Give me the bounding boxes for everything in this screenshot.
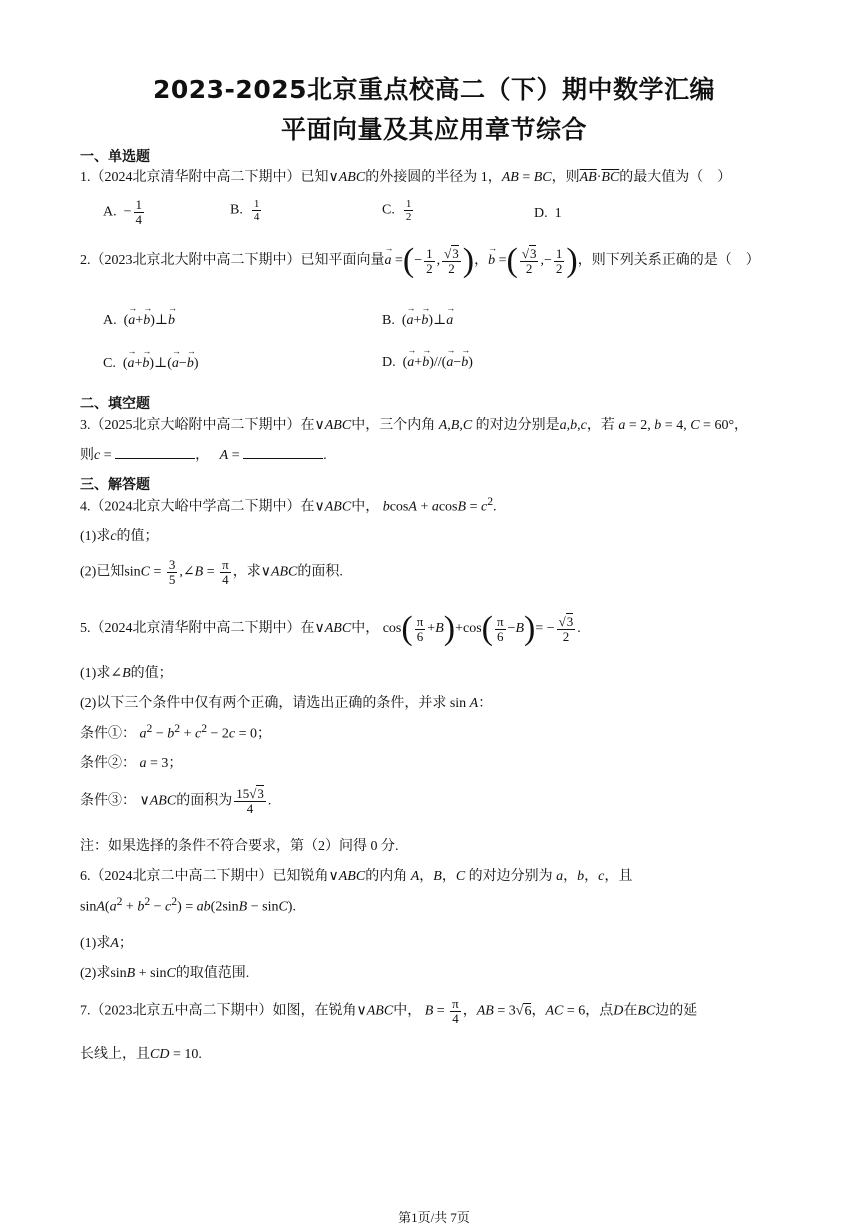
question-4-part-2: (2)已知sinC = $\frac{3}{5}$ ,∠B = $\frac{\pi}{4}$ ，求∨ABC的面积. (80, 557, 343, 587)
section-heading-solution: 三、解答题 (80, 477, 150, 493)
question-5-part-1: (1)求∠B的值； (80, 666, 173, 681)
question-2-option-d: D. (→ a+→ b)//(→ a−→ b) (382, 355, 473, 371)
question-2-stem: 2.（2023北京北大附中高二下期中）已知平面向量→ a =(− $\frac{1}{2}$ , $\frac{√3}{2}$ )，→ b =( $\frac{√3}{2}$ ,− $\frac{1}{2}$ )，则下列关系正确的是（ ） (80, 244, 760, 278)
question-2-option-c: C. (→ a+→ b)⊥(→ a−→ b) (103, 355, 199, 372)
section-heading-fill-in: 二、填空题 (80, 396, 150, 412)
question-1-option-b: B. $\frac{1}{4}$ (230, 198, 260, 223)
document-title-line1: 2023-2025北京重点校高二（下）期中数学汇编 (152, 75, 716, 104)
question-6-part-1: (1)求A； (80, 936, 133, 951)
question-5-condition-2: 条件②： a = 3； (80, 756, 183, 771)
page-number: 第1页/共 7页 (398, 1210, 470, 1225)
question-2-option-a: A. (→ a+→ b)⊥→ b (103, 312, 175, 329)
question-1-option-a: A. − $\frac{1}{4}$ (103, 197, 143, 227)
section-heading-single-choice: 一、单选题 (80, 149, 150, 165)
question-6-equation: $\sin A(a^2 + b^2 - c^2) = ab(2\sin B - \sin C)$. (80, 895, 296, 915)
question-5-condition-3: 条件③： ∨ABC的面积为 $\frac{15√3}{4}$ . (80, 786, 272, 816)
question-6-part-2: (2)求sinB + sinC的取值范围. (80, 966, 250, 981)
answer-blank-c[interactable] (115, 446, 195, 459)
question-1-stem: 1.（2024北京清华附中高二下期中）已知∨ABC的外接圆的半径为 1，AB = BC，则$\overline{AB}\cdot\overline{BC}$的最大值为（ ） (80, 170, 732, 185)
question-6-stem: 6.（2024北京二中高二下期中）已知锐角∨ABC的内角 A，B，C 的对边分别为 a，b，c，且 (80, 869, 633, 884)
question-7-line2: 长线上，且CD = 10. (80, 1047, 202, 1062)
question-4-stem: 4.（2024北京大峪中学高二下期中）在∨ABC中， $bcosA + acosB = c^2$. (80, 495, 497, 515)
question-5-stem: 5.（2024北京清华附中高二下期中）在∨ABC中， cos( $\frac{\pi}{6}$ +B)+cos( $\frac{\pi}{6}$ −B)= − $\frac{√3}{2}$ . (80, 610, 581, 647)
question-3-stem: 3.（2025北京大峪附中高二下期中）在∨ABC中，三个内角 A,B,C 的对边分别是a,b,c，若 a = 2, b = 4, C = 60°， (80, 418, 749, 433)
document-title-line2: 平面向量及其应用章节综合 (280, 115, 587, 144)
question-5-condition-1: 条件①： $a^2 - b^2 + c^2 - 2c = 0$； (80, 722, 272, 742)
question-4-part-1: (1)求c的值； (80, 529, 159, 544)
question-5-part-2: (2)以下三个条件中仅有两个正确，请选出正确的条件，并求 sin A： (80, 696, 493, 711)
question-1-option-d: D. 1 (534, 206, 562, 221)
answer-blank-a[interactable] (243, 446, 323, 459)
question-7-stem: 7.（2023北京五中高二下期中）如图，在锐角∨ABC中， B = $\frac{\pi}{4}$ ，AB = 3√6，AC = 6，点D在BC边的延 (80, 996, 698, 1026)
question-3-blanks: 则c = ， A = . (80, 448, 327, 463)
question-5-note: 注：如果选择的条件不符合要求，第（2）问得 0 分. (80, 839, 399, 854)
question-1-option-c: C. $\frac{1}{2}$ (382, 198, 412, 223)
triangle-symbol: ∨ (328, 170, 339, 185)
question-2-option-b: B. (→ a+→ b)⊥→ a (382, 312, 453, 329)
